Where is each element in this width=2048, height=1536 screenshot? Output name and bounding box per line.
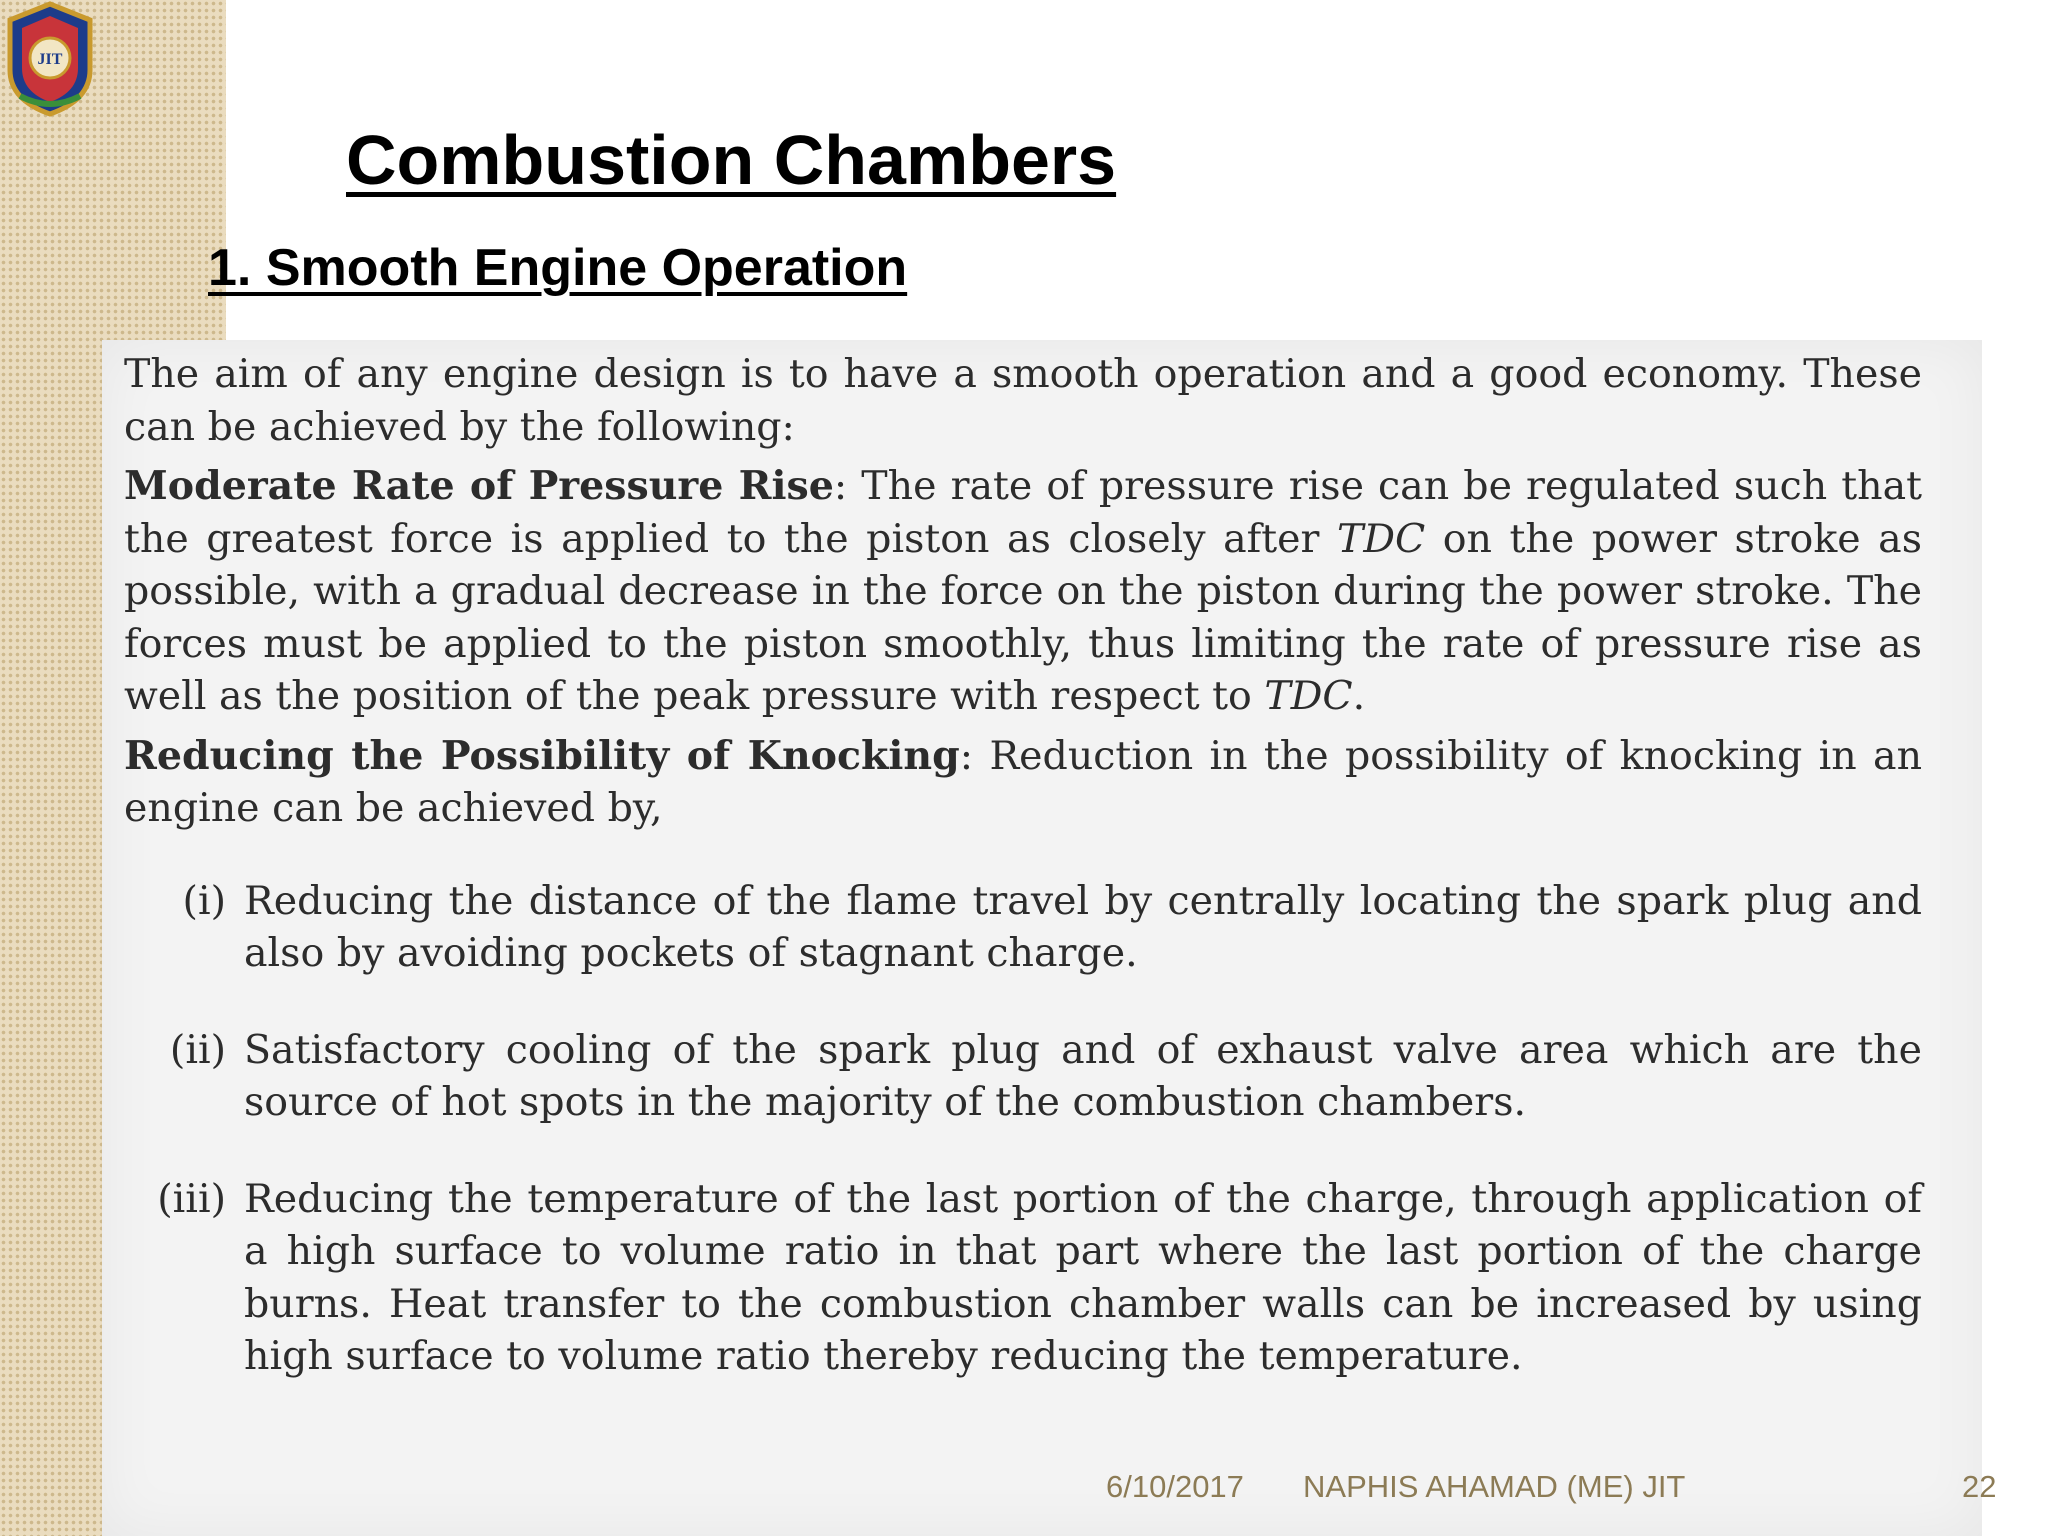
list-item-number: (ii) — [169, 1026, 226, 1073]
pressure-rise-text-2: on the power stroke as possible, with a gradual decrease in the force on the piston during the power stroke. The forces must be applied to the piston smoothly, thus limiting the rate of pressure rise as well as the position of the peak pressure with respect to — [124, 515, 1923, 719]
list-item-text: Reducing the temperature of the last portion of the charge, through application of a high surface to volume ratio in that part where the last portion of the charge burns. Heat transfer to the combustion chamber walls can be increased by using high surface to volume ratio thereby reducing the temperature. — [244, 1175, 1922, 1379]
tdc-term: TDC — [1336, 515, 1426, 562]
list-item-number: (iii) — [157, 1175, 226, 1222]
footer-page-number: 22 — [1962, 1469, 1997, 1504]
list-item-text: Reducing the distance of the flame travel by centrally locating the spark plug and also by avoiding pockets of stagnant charge. — [244, 877, 1922, 976]
pressure-rise-heading: Moderate Rate of Pressure Rise — [124, 463, 834, 509]
footer-date: 6/10/2017 — [1106, 1469, 1244, 1504]
intro-paragraph: The aim of any engine design is to have a smooth operation and a good economy. These can be achieved by the following: — [124, 351, 1922, 450]
slide-title: Combustion Chambers — [346, 121, 1117, 199]
list-item — [124, 1024, 1922, 1129]
slide-subtitle: 1. Smooth Engine Operation — [208, 239, 908, 297]
knocking-measures-list — [124, 875, 1922, 1383]
list-item-text: Satisfactory cooling of the spark plug and of exhaust valve area which are the source of hot spots in the majority of the combustion chambers. — [244, 1026, 1922, 1125]
pressure-rise-text-1: : The rate of pressure rise can be regulated such that the greatest force is applied to the piston as closely after — [124, 463, 1922, 562]
svg-text:JIT: JIT — [37, 51, 63, 68]
college-crest-icon — [2, 0, 98, 118]
list-item-number: (i) — [182, 877, 226, 924]
period: . — [1352, 673, 1366, 719]
pressure-rise-paragraph — [124, 460, 1922, 723]
knocking-heading: Reducing the Possibility of Knocking — [124, 732, 960, 779]
footer-author: NAPHIS AHAMAD (ME) JIT — [1303, 1469, 1686, 1504]
tdc-term: TDC — [1264, 673, 1353, 719]
list-item — [124, 1173, 1922, 1383]
knocking-paragraph — [124, 730, 1922, 835]
list-item — [124, 875, 1922, 980]
scanned-text-image — [102, 340, 1982, 1536]
knocking-text: : Reduction in the possibility of knocking in an engine can be achieved by, — [124, 732, 1923, 831]
